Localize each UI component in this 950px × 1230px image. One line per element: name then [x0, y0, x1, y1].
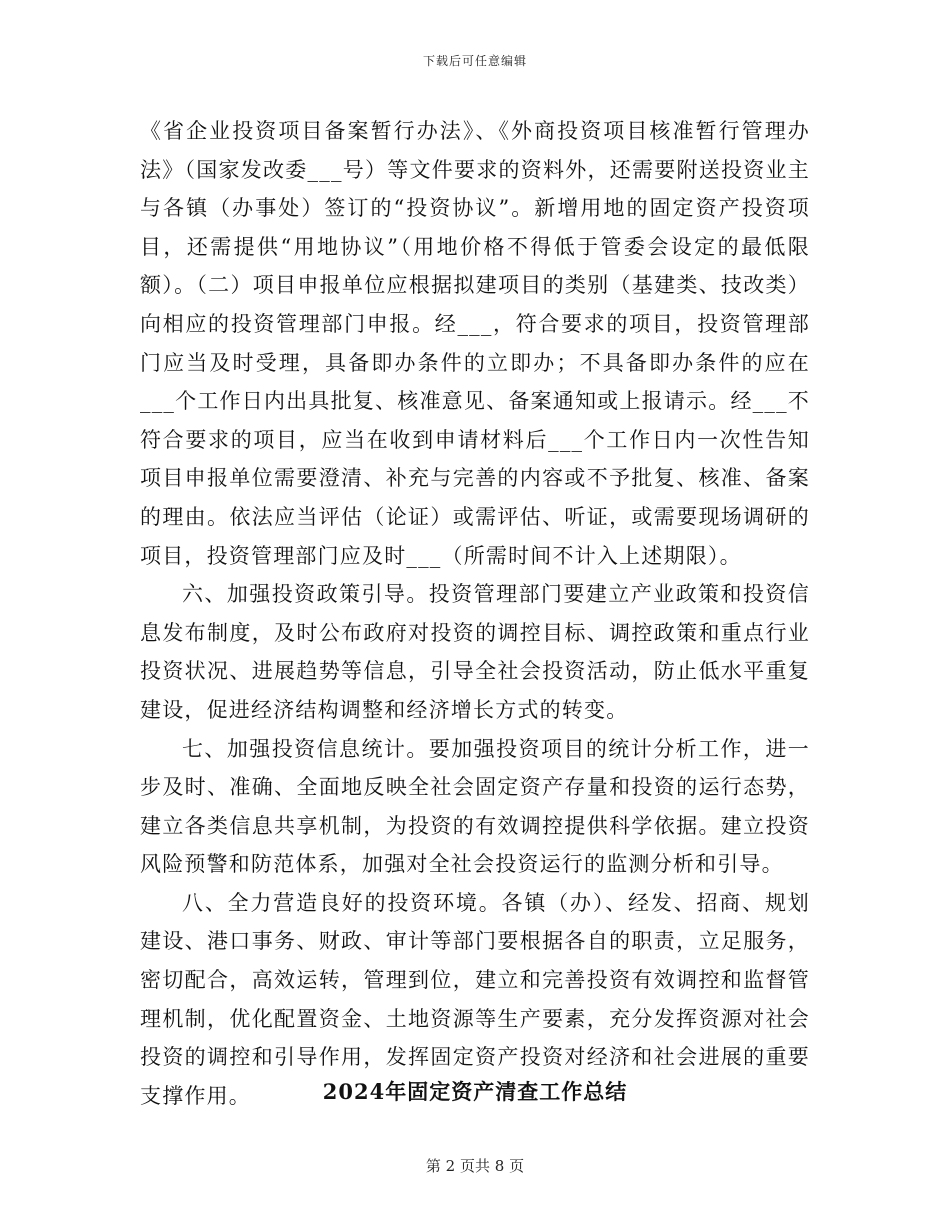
section-title: 2024年固定资产清查工作总结 — [322, 1079, 628, 1104]
document-body — [140, 112, 810, 1115]
page-footer: 第 2 页共 8 页 — [425, 1157, 525, 1175]
page-header: 下载后可任意编辑 — [422, 54, 527, 68]
paragraph-eight: 八、全力营造良好的投资环境。各镇（办）、经发、招商、规划建设、港口事务、财政、审计等部门要根据各自的职责，立足服务，密切配合，高效运转，管理到位，建立和完善投资有效调控和监督管理机制，优化配置资金、土地资源等生产要素，充分发挥资源对社会投资的调控和引导作用，发挥固定资产投资对经济和社会进展的重要支撑作用。 — [140, 890, 810, 1108]
paragraph-six: 六、加强投资政策引导。投资管理部门要建立产业政策和投资信息发布制度，及时公布政府对投资的调控目标、调控政策和重点行业投资状况、进展趋势等信息，引导全社会投资活动，防止低水平重复建设，促进经济结构调整和经济增长方式的转变。 — [140, 582, 810, 722]
paragraph-seven: 七、加强投资信息统计。要加强投资项目的统计分析工作，进一步及时、准确、全面地反映全社会固定资产存量和投资的运行态势，建立各类信息共享机制，为投资的有效调控提供科学依据。建立投资风险预警和防范体系，加强对全社会投资运行的监测分析和引导。 — [140, 736, 810, 877]
paragraph-continued: 《省企业投资项目备案暂行办法》、《外商投资项目核准暂行管理办法》（国家发改委___号）等文件要求的资料外，还需要附送投资业主与各镇（办事处）签订的“投资协议”。新增用地的固定资产投资项目，还需提供“用地协议”（用地价格不得低于管委会设定的最低限额）。（二）项目申报单位应根据拟建项目的类别（基建类、技改类）向相应的投资管理部门申报。经___，符合要求的项目，投资管理部门应当及时受理，具备即办条件的立即办；不具备即办条件的应在___个工作日内出具批复、核准意见、备案通知或上报请示。经___不符合要求的项目，应当在收到申请材料后___个工作日内一次性告知项目申报单位需要澄清、补充与完善的内容或不予批复、核准、备案的理由。依法应当评估（论证）或需评估、听证，或需要现场调研的项目，投资管理部门应及时___（所需时间不计入上述期限）。 — [140, 119, 810, 568]
